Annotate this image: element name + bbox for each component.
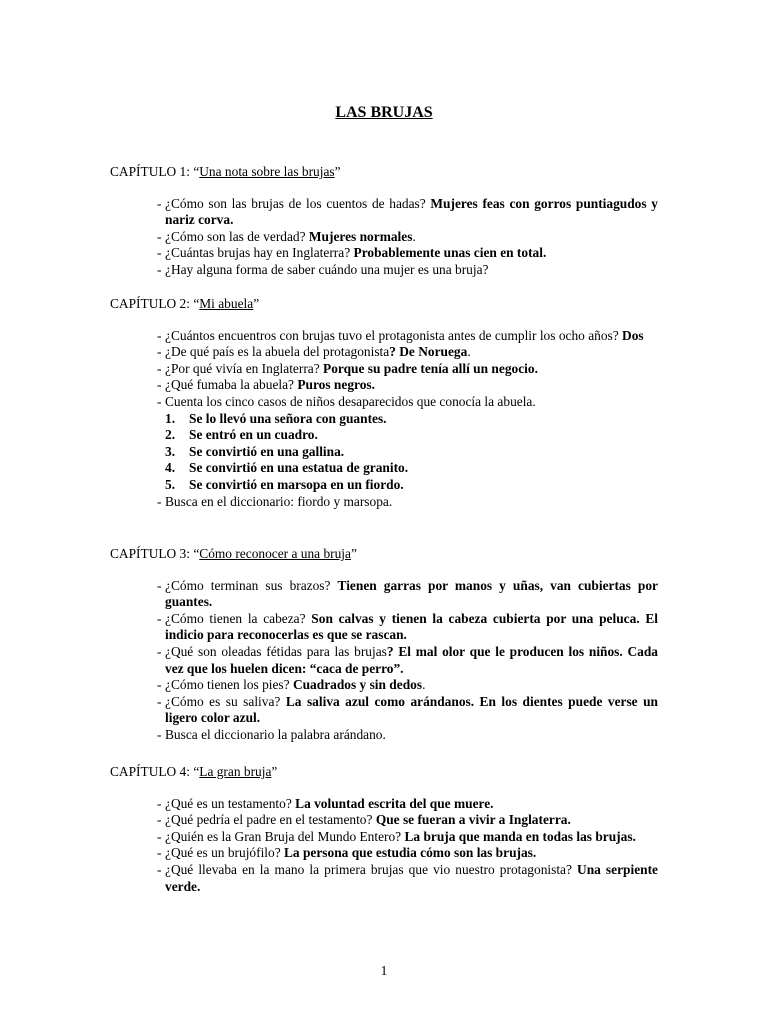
chapter-3 [110, 546, 670, 744]
question-text: ¿Qué es un testamento? [165, 795, 296, 811]
list-item: - ¿Cómo terminan sus brazos? Tienen garras por manos y uñas, van cubiertas por guantes. [157, 577, 658, 610]
question-text: Busca el diccionario la palabra arándano. [165, 726, 386, 742]
chapter-4 [110, 764, 670, 895]
question-text: ¿Cuántas brujas hay en Inglaterra? [165, 245, 354, 261]
item-number: 3. [165, 443, 176, 459]
numbered-item [165, 460, 658, 477]
question-list [110, 578, 670, 744]
chapter-heading-suffix: ” [334, 164, 341, 179]
list-item: - ¿Qué pedría el padre en el testamento? Que se fueran a vivir a Inglaterra. [157, 812, 571, 828]
answer-text: La bruja que manda en todas las brujas. [404, 828, 636, 844]
answer-text: ? De Noruega [389, 344, 468, 360]
question-list [110, 328, 670, 511]
list-item: - ¿Qué son oleadas fétidas para las brujas? El mal olor que le producen los niños. Cada vez que los huelen dicen: “caca de perro”. [157, 643, 659, 676]
answer-text: Puros negros. [297, 377, 375, 393]
numbered-item [165, 444, 658, 461]
question-text: ¿Quién es la Gran Bruja del Mundo Entero? [165, 828, 405, 844]
list-item: - Cuenta los cinco casos de niños desaparecidos que conocía la abuela. 1. Se lo llevó una señora con guantes. 2. Se entró en un cuadro. 3. Se convirtió en una gallina. 4. Se convirtió en una estatua de granito. 5. Se convirtió en marsopa en un fiordo. [110, 394, 658, 494]
question-text: ¿Cómo son las brujas de los cuentos de hadas? [165, 195, 431, 211]
question-text: ¿Cómo tienen los pies? [165, 677, 293, 693]
question-text: ¿Qué fumaba la abuela? [165, 377, 298, 393]
list-item: - ¿Cuántas brujas hay en Inglaterra? Probablemente unas cien en total. [157, 245, 547, 261]
answer-text: La saliva azul como arándanos. En los dientes puede verse un ligero color azul. [165, 693, 658, 726]
list-item: - ¿Cómo son las brujas de los cuentos de hadas? Mujeres feas con gorros puntiagudos y nariz corva. [157, 195, 658, 228]
item-number: 1. [165, 410, 176, 426]
question-text: ¿De qué país es la abuela del protagonista [165, 344, 390, 360]
list-item: - Busca en el diccionario: fiordo y marsopa. [157, 493, 393, 509]
list-item: - ¿Cómo tienen los pies? Cuadrados y sin dedos. [157, 677, 426, 693]
question-text: ¿Cómo son las de verdad? [165, 228, 309, 244]
question-text: ¿Cómo es su saliva? [165, 693, 286, 709]
list-item: - ¿Qué es un brujófilo? La persona que estudia cómo son las brujas. [157, 845, 537, 861]
answer-text: Son calvas y tienen la cabeza cubierta por una peluca. El indicio para reconocerlas es que se rascan. [165, 610, 658, 643]
answer-text: Porque su padre tenía allí un negocio. [323, 360, 538, 376]
chapter-heading-prefix: CAPÍTULO 4: “ [110, 764, 200, 779]
numbered-item [165, 477, 658, 494]
answer-tail: . [412, 228, 416, 244]
question-list [110, 796, 670, 896]
list-item: - ¿Cómo tienen la cabeza? Son calvas y tienen la cabeza cubierta por una peluca. El indicio para reconocerlas es que se rascan. [157, 610, 658, 643]
list-item: - Busca el diccionario la palabra arándano. [157, 726, 386, 742]
chapter-heading [110, 296, 670, 313]
chapter-heading-suffix: ” [350, 546, 357, 561]
answer-text: ? El mal olor que le producen los niños. Cada vez que los huelen dicen: “caca de perro”. [165, 643, 659, 676]
answer-text: Probablemente unas cien en total. [353, 245, 547, 261]
answer-text: Dos [622, 327, 644, 343]
item-number: 5. [165, 476, 176, 492]
chapter-heading-prefix: CAPÍTULO 2: “ [110, 296, 200, 311]
list-item: - ¿Cómo es su saliva? La saliva azul como arándanos. En los dientes puede verse un ligero color azul. [157, 693, 658, 726]
answer-tail: . [467, 344, 471, 360]
list-item: - ¿Quién es la Gran Bruja del Mundo Entero? La bruja que manda en todas las brujas. [157, 828, 636, 844]
answer-text: La persona que estudia cómo son las brujas. [284, 845, 537, 861]
question-text: Busca en el diccionario: fiordo y marsopa. [165, 493, 393, 509]
list-item: - ¿Qué fumaba la abuela? Puros negros. [157, 377, 375, 393]
list-item: - ¿De qué país es la abuela del protagonista? De Noruega. [157, 344, 471, 360]
chapter-2 [110, 296, 670, 510]
question-text: ¿Qué es un brujófilo? [165, 845, 284, 861]
chapter-heading-title: Mi abuela [199, 296, 254, 311]
question-text: ¿Qué llevaba en la mano la primera brujas que vio nuestro protagonista? [165, 861, 578, 877]
chapter-heading-title: Cómo reconocer a una bruja [199, 546, 351, 561]
page-number: 1 [380, 963, 388, 978]
item-text: Se entró en un cuadro. [189, 427, 318, 443]
answer-text: Que se fueran a vivir a Inglaterra. [375, 812, 571, 828]
list-item: - ¿Cómo son las de verdad? Mujeres normales. [157, 228, 416, 244]
item-text: Se convirtió en una estatua de granito. [189, 460, 409, 476]
chapter-heading [110, 164, 670, 181]
answer-text: Mujeres feas con gorros puntiagudos y nariz corva. [165, 195, 658, 228]
question-list [110, 196, 670, 279]
numbered-item [165, 411, 658, 428]
item-number: 2. [165, 427, 176, 443]
list-item: - ¿Hay alguna forma de saber cuándo una mujer es una bruja? [157, 261, 489, 277]
item-text: Se convirtió en una gallina. [189, 443, 345, 459]
numbered-item [165, 427, 658, 444]
list-item: - ¿Por qué vivía en Inglaterra? Porque su padre tenía allí un negocio. [157, 360, 538, 376]
question-text: Cuenta los cinco casos de niños desaparecidos que conocía la abuela. [165, 393, 536, 409]
question-text: ¿Por qué vivía en Inglaterra? [165, 360, 324, 376]
chapter-heading-prefix: CAPÍTULO 1: “ [110, 164, 200, 179]
item-number: 4. [165, 460, 176, 476]
list-item: - ¿Qué llevaba en la mano la primera brujas que vio nuestro protagonista? Una serpiente verde. [157, 861, 658, 894]
list-item: - ¿Qué es un testamento? La voluntad escrita del que muere. [157, 795, 494, 811]
chapter-1 [110, 164, 670, 279]
question-text: ¿Cómo terminan sus brazos? [165, 577, 338, 593]
chapter-heading-title: Una nota sobre las brujas [199, 164, 335, 179]
question-text: ¿Qué pedría el padre en el testamento? [165, 812, 376, 828]
chapter-heading-suffix: ” [253, 296, 260, 311]
missing-children-list [165, 411, 658, 494]
chapter-heading-suffix: ” [271, 764, 278, 779]
question-text: ¿Hay alguna forma de saber cuándo una mujer es una bruja? [165, 261, 489, 277]
question-text: ¿Cómo tienen la cabeza? [165, 610, 312, 626]
document-title: LAS BRUJAS [335, 104, 433, 121]
chapter-heading-title: La gran bruja [199, 764, 272, 779]
chapter-heading [110, 546, 670, 563]
answer-tail: . [422, 677, 426, 693]
answer-text: Tienen garras por manos y uñas, van cubiertas por guantes. [165, 577, 658, 610]
answer-text: La voluntad escrita del que muere. [295, 795, 494, 811]
answer-text: Una serpiente verde. [165, 861, 658, 894]
question-text: ¿Qué son oleadas fétidas para las brujas [165, 643, 387, 659]
item-text: Se convirtió en marsopa en un fiordo. [189, 476, 404, 492]
answer-text: Cuadrados y sin dedos [292, 677, 423, 693]
chapter-heading [110, 764, 670, 781]
list-item: - ¿Cuántos encuentros con brujas tuvo el protagonista antes de cumplir los ocho años? Dos [157, 327, 644, 343]
answer-text: Mujeres normales [308, 228, 413, 244]
chapter-heading-prefix: CAPÍTULO 3: “ [110, 546, 200, 561]
question-text: ¿Cuántos encuentros con brujas tuvo el protagonista antes de cumplir los ocho años? [165, 327, 623, 343]
item-text: Se lo llevó una señora con guantes. [189, 410, 387, 426]
